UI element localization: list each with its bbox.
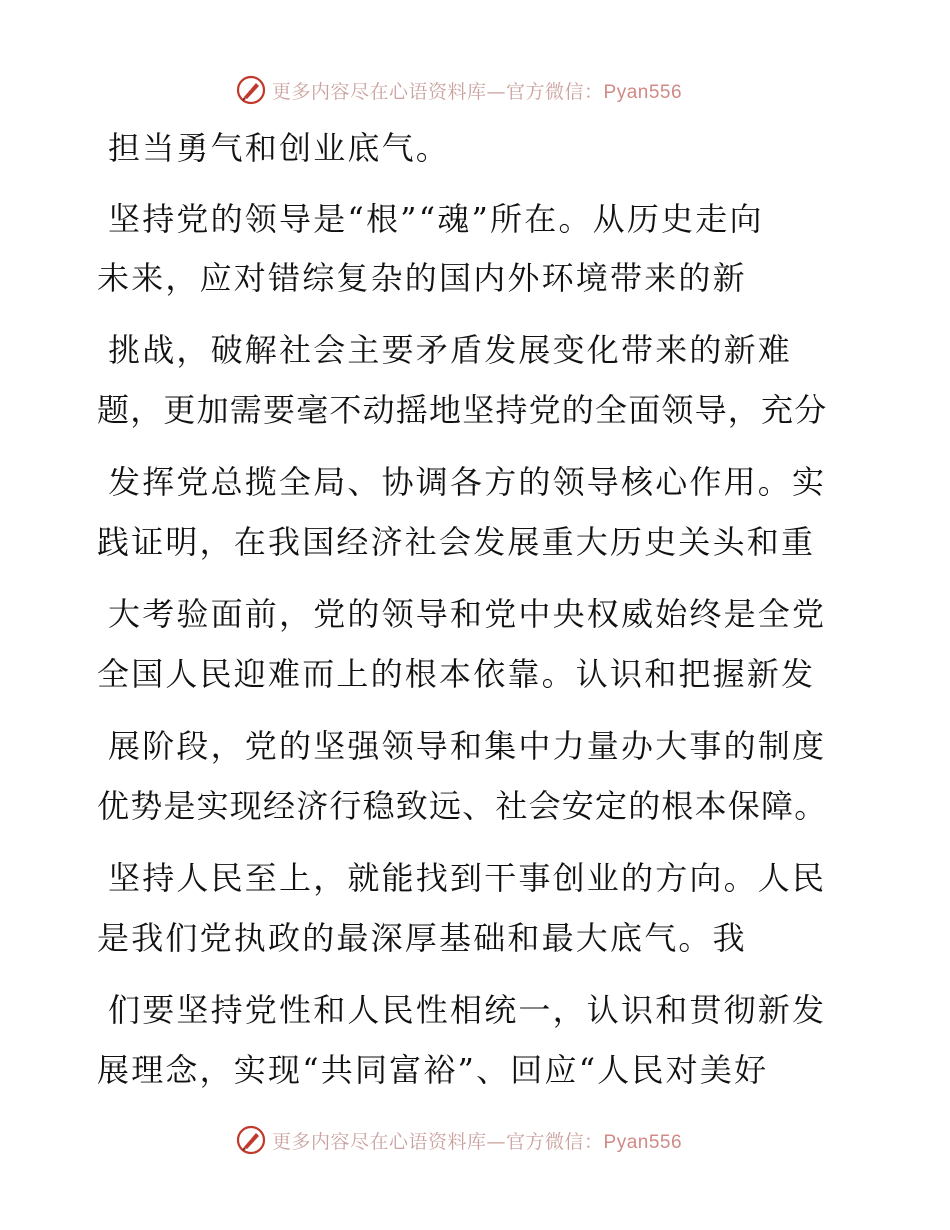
watermark-wechat-id: Pyan556: [603, 1131, 683, 1153]
watermark-brand: 更多内容尽在心语资料库: [272, 80, 487, 103]
text-line: 坚持人民至上，就能找到干事创业的方向。人民: [108, 859, 827, 897]
text-line: 全国人民迎难而上的根本依靠。认识和把握新发: [97, 655, 816, 693]
watermark-dash: —: [486, 1130, 507, 1153]
text-line: 题，更加需要毫不动摇地坚持党的全面领导，充分: [97, 391, 828, 429]
watermark-text: [272, 1127, 682, 1154]
footer-watermark: [0, 1120, 950, 1160]
text-line: 挑战，破解社会主要矛盾发展变化带来的新难: [108, 331, 793, 369]
watermark-wechat-id: Pyan556: [603, 81, 683, 103]
watermark-official: 官方微信：: [506, 1130, 604, 1153]
text-line: 未来，应对错综复杂的国内外环境带来的新: [97, 259, 747, 297]
text-line: 展理念，实现“共同富裕”、回应“人民对美好: [97, 1051, 769, 1089]
watermark-brand: 更多内容尽在心语资料库: [272, 1130, 487, 1153]
pen-logo-icon: [236, 1125, 266, 1155]
text-line: 优势是实现经济行稳致远、社会安定的根本保障。: [97, 787, 828, 825]
text-line: 发挥党总揽全局、协调各方的领导核心作用。实: [108, 463, 827, 501]
text-line: 是我们党执政的最深厚基础和最大底气。我: [97, 919, 747, 957]
text-line: 展阶段，党的坚强领导和集中力量办大事的制度: [108, 727, 827, 765]
text-line: 坚持党的领导是“根”“魂”所在。从历史走向: [108, 200, 764, 238]
watermark-text: [272, 77, 682, 104]
watermark-official: 官方微信：: [506, 80, 604, 103]
text-line: 践证明，在我国经济社会发展重大历史关头和重: [97, 523, 816, 561]
text-line: 们要坚持党性和人民性相统一，认识和贯彻新发: [108, 991, 827, 1029]
text-line: 大考验面前，党的领导和党中央权威始终是全党: [108, 595, 827, 633]
text-line: 担当勇气和创业底气。: [108, 129, 451, 167]
watermark-dash: —: [486, 80, 507, 103]
header-watermark: [0, 70, 950, 110]
pen-logo-icon: [236, 75, 266, 105]
